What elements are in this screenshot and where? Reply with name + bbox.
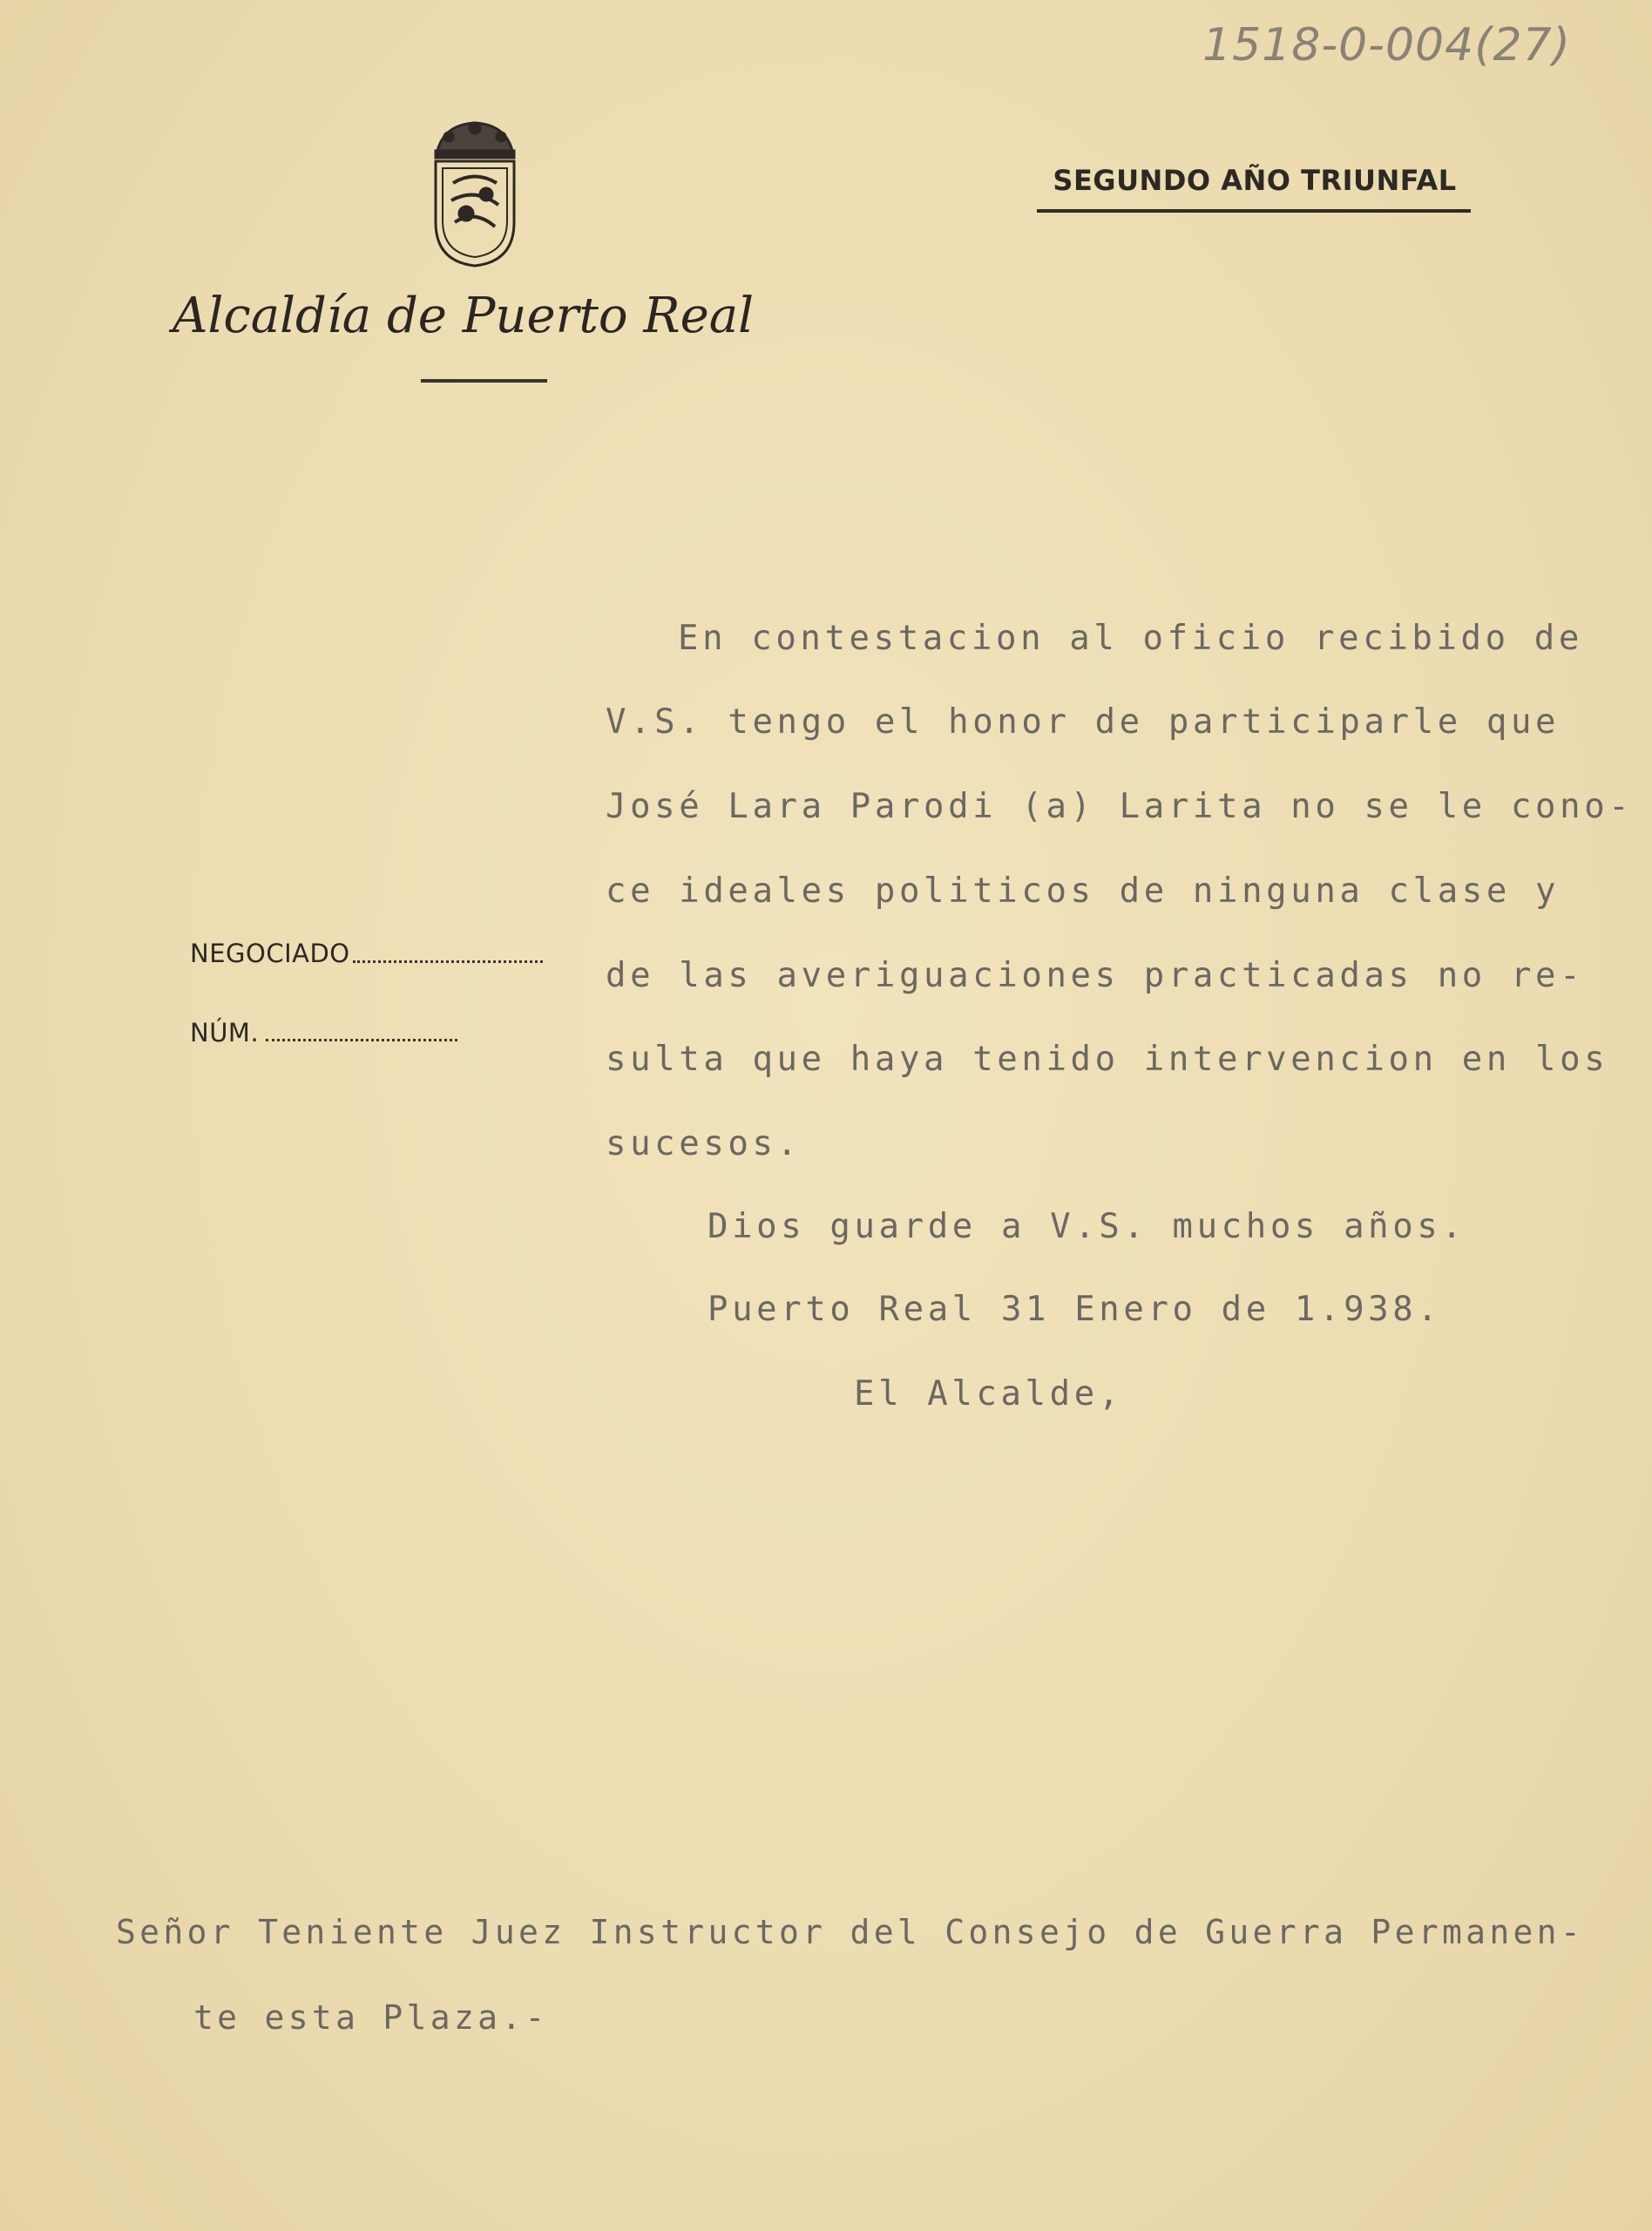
body-line: José Lara Parodi (a) Larita no se le cono- [606,787,1634,826]
letterhead-underline [421,379,547,383]
num-dotted-line [266,1037,457,1041]
slogan-header: SEGUNDO AÑO TRIUNFAL [1053,164,1457,197]
closing-salutation: Dios guarde a V.S. muchos años. [708,1207,1466,1246]
closing-place-date: Puerto Real 31 Enero de 1.938. [708,1290,1442,1329]
body-line: ce ideales politicos de ninguna clase y [606,871,1561,911]
num-label: NÚM. [190,1018,260,1048]
body-line: sulta que haya tenido intervencion en los [606,1040,1609,1079]
addressee-line: te esta Plaza.- [193,1998,549,2037]
coat-of-arms-icon [427,118,523,270]
city-hall-letterhead: Alcaldía de Puerto Real [173,288,755,344]
body-line: sucesos. [606,1124,802,1163]
slogan-rule [1037,209,1471,213]
archive-reference-handwritten: 1518-0-004(27) [1202,19,1571,71]
addressee-line: Señor Teniente Juez Instructor del Consejo de Guerra Permanen- [116,1913,1585,1951]
body-line: de las averiguaciones practicadas no re- [606,956,1585,995]
body-line: En contestacion al oficio recibido de [678,619,1583,658]
negociado-dotted-line [353,959,543,963]
body-line: V.S. tengo el honor de participarle que [606,702,1561,742]
negociado-label: NEGOCIADO [190,939,350,968]
closing-signatory: El Alcalde, [854,1374,1123,1414]
